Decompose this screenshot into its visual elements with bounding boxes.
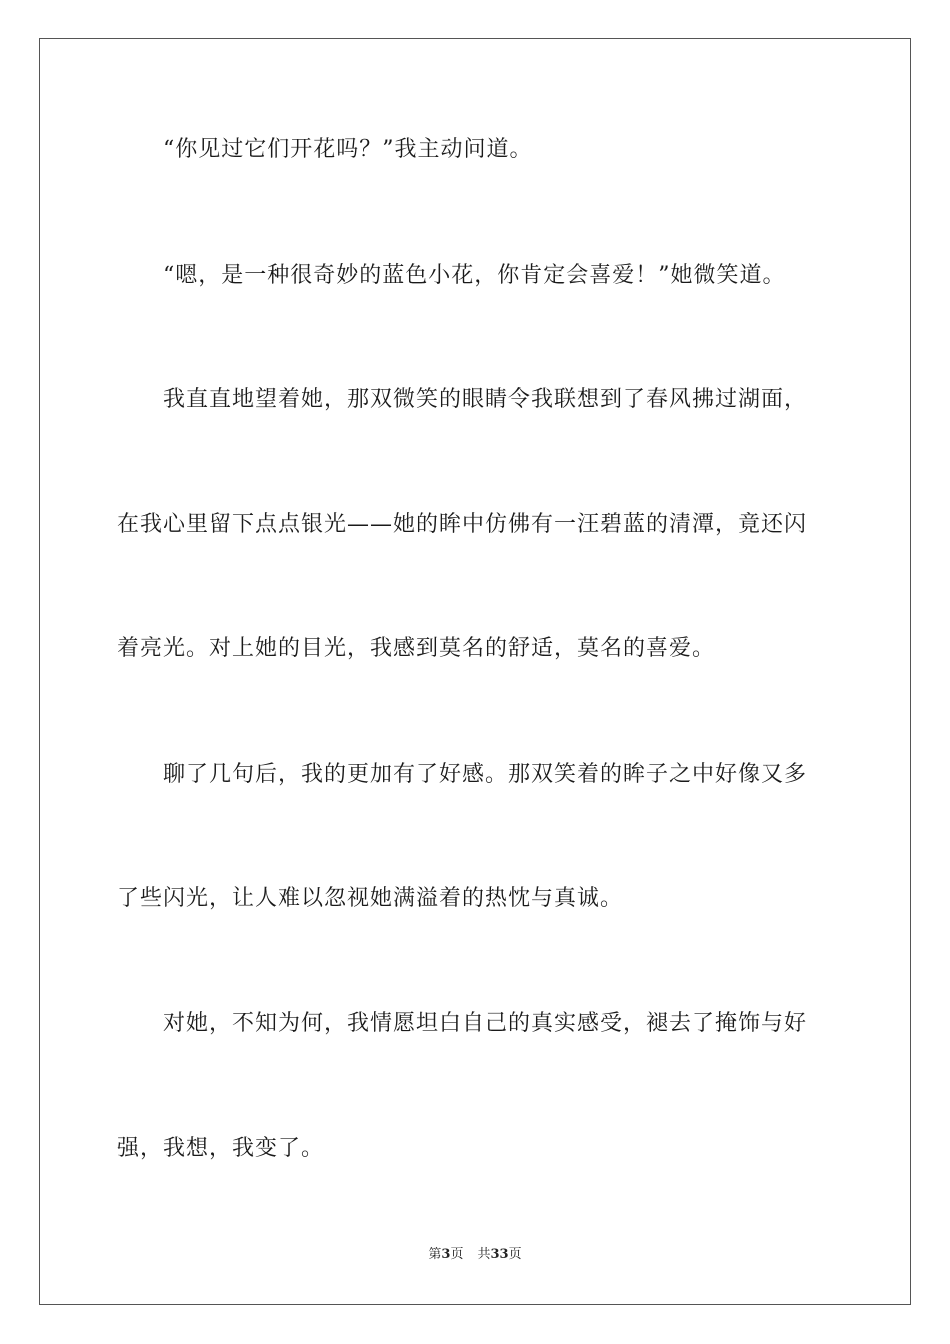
page-footer xyxy=(0,1246,950,1264)
page-border xyxy=(39,38,911,1305)
paragraph-line: 聊了几句后，我的更加有了好感。那双笑着的眸子之中好像又多 xyxy=(163,762,808,787)
page-number: 3 xyxy=(441,1247,451,1262)
paragraph-line: 对她，不知为何，我情愿坦白自己的真实感受，褪去了掩饰与好 xyxy=(163,1011,808,1036)
page-suffix: 页 xyxy=(450,1247,464,1262)
paragraph-line: 在我心里留下点点银光——她的眸中仿佛有一汪碧蓝的清潭，竟还闪 xyxy=(117,512,808,537)
paragraph-line: 我直直地望着她，那双微笑的眼睛令我联想到了春风拂过湖面， xyxy=(163,387,808,412)
paragraph-line: 了些闪光，让人难以忽视她满溢着的热忱与真诚。 xyxy=(117,886,624,911)
page-prefix: 第 xyxy=(428,1247,442,1262)
paragraph-line: “嗯，是一种很奇妙的蓝色小花，你肯定会喜爱！”她微笑道。 xyxy=(163,263,786,288)
paragraph-line: “你见过它们开花吗？”我主动问道。 xyxy=(163,137,533,162)
total-prefix: 共 xyxy=(477,1247,491,1262)
paragraph-line: 强，我想，我变了。 xyxy=(117,1136,325,1161)
paragraph-line: 着亮光。对上她的目光，我感到莫名的舒适，莫名的喜爱。 xyxy=(117,636,716,661)
total-pages: 33 xyxy=(490,1247,509,1262)
total-suffix: 页 xyxy=(508,1247,522,1262)
